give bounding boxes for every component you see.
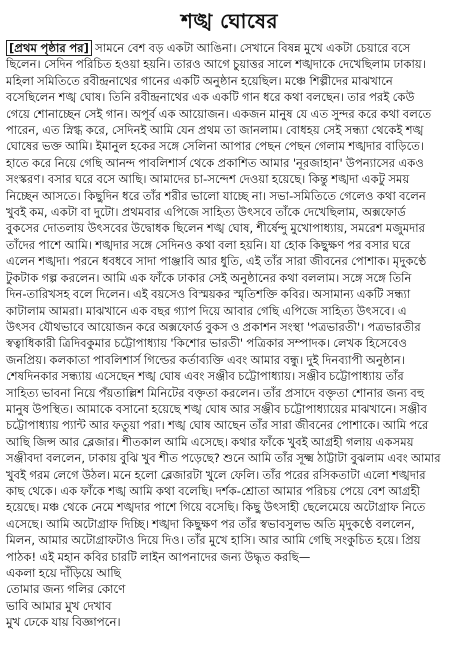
article-line: মহিলা সমিতিতে রবীন্দ্রনাথের গানের একটি অনুষ্ঠান হয়েছিল। মঞ্চে শিল্পীদের মাঝখানে: [6, 73, 393, 88]
poem-line: মুখ ঢেকে যায় বিজ্ঞাপনে।: [6, 615, 121, 630]
article-line: সঞ্জীবদা বললেন, ঢাকায় বুঝি খুব শীত পড়েছে? শুনে আমি তাঁর সূক্ষ্ম ঠাট্টাটা বুঝলাম এবং আমার: [6, 451, 441, 466]
article-line: পাঠক! এই মহান কবির চারটি লাইন আপনাদের জন্য উদ্ধৃত করছি—: [6, 549, 311, 564]
article-line: এসেছে। আমি অটোগ্রাফ দিচ্ছি। শঙ্খদা কিছুক্ষণ পর তাঁর স্বভাবসুলভ অতি মৃদুকণ্ঠে বললেন,: [6, 516, 415, 531]
article-line: সংস্করণ। বসার ঘরে বসে আছি। আমাদের চা-সন্দেশ দেওয়া হয়েছে। কিন্তু শঙ্খদা একটু সময়: [6, 172, 410, 187]
article-line-text: সামনে বেশ বড় একটা আঙিনা। সেখানে বিষন্ন মুখে একটা চেয়ারে বসে: [91, 41, 411, 55]
article-line: সাহিত্য ভাবনা নিয়ে পঁয়তাল্লিশ মিনিটের বক্তৃতা করলেন। তাঁর প্রসাদে বক্তৃতা শোনার জন্য বহু: [6, 385, 425, 400]
article-line: শেষদিনকার সন্ধ্যায় এসেছেন শঙ্খ ঘোষ এবং সঞ্জীব চট্টোপাধ্যায়। সঞ্জীব চট্টোপাধ্যায় তাঁর: [6, 369, 404, 384]
continued-from-front-page: [প্রথম পৃষ্ঠার পর]: [6, 40, 92, 56]
article-line: খুবই গরম লেগে উঠল। মনে হলো ব্লেজারটা খুলে ফেলি। তাঁর পরের রসিকতাটা এলো শঙ্খদার: [6, 467, 426, 482]
article-text: [6, 40, 453, 565]
article-line: বসেছিলেন শঙ্খ ঘোষ। তিনি রবীন্দ্রনাথের এক একটি গান ধরে কথা বলছেন। তার পরই কেউ: [6, 90, 415, 105]
article-title: শঙ্খ ঘোষের: [181, 9, 278, 33]
article-line: নিচ্ছেন আসতে। কিছুদিন ধরে তাঁর শরীর ভালো যাচ্ছে না। সভা-সমিতিতে গেলেও কথা বলেন: [6, 188, 426, 203]
article-body: [6, 40, 453, 631]
poem-line: একলা হয়ে দাঁড়িয়ে আছি: [6, 566, 121, 580]
article-line: গেয়ে শোনাচ্ছেন সেই গান। অপূর্ব এক আয়োজন। একজন মানুষ যে এত সুন্দর করে কথা বলতে: [6, 106, 432, 121]
article-line: তাঁদের পাশে আমি। শঙ্খদার সঙ্গে সেদিনও কথা বলা হয়নি। যা হোক কিছুক্ষণ পর বসার ঘরে: [6, 237, 411, 252]
article-line: এলেন শঙ্খদা। পরনে ধবধবে সাদা পাঞ্জাবি আর ধুতি, এই তাঁর সারা জীবনের পোশাক। মৃদুকণ্ঠে: [6, 254, 427, 269]
article-line: কাটালাম আমরা। মাঝখানে এক বছর গ্যাপ দিয়ে আবার গেছি এপিজে সাহিত্য উৎসবে। এ: [6, 303, 407, 318]
poem-line: ভাবি আমার মুখ দেখাব: [6, 598, 112, 613]
article-line: স্বত্বাধিকারী ত্রিদিবকুমার চট্টোপাধ্যায় 'কিশোর ভারতী' পত্রিকার সম্পাদক। লেখক হিসেবেও: [6, 336, 408, 351]
article-line: ছিলেন। সেদিন পরিচিত হওয়া হয়নি। তারও আগে চুয়াত্তর সালে শঙ্খদাকে দেখেছিলাম ঢাকায়।: [6, 57, 426, 72]
article-line: ঘোষের ভক্ত আমি। ইমানুল হকের সঙ্গে সেলিনা আপার পেছন পেছন গেলাম শঙ্খদার বাড়িতে।: [6, 139, 425, 154]
article-line: জনপ্রিয়। কলকাতা পাবলিশার্স গিল্ডের কর্তাব্যক্তি এবং আমার বন্ধু। দুই দিনব্যাপী অনুষ্ঠান।: [6, 352, 405, 367]
article-line: বুকসের দোতলায় উৎসবের উদ্বোধক ছিলেন শঙ্খ ঘোষ, শীর্ষেন্দু মুখোপাধ্যায়, সমরেশ মজুমদার: [6, 221, 426, 236]
article-line: [6, 40, 453, 56]
poem-line: তোমার জন্য গলির কোণে: [6, 582, 126, 597]
article-line: মিলন, আমার অটোগ্রাফটাও দিয়ে দিও। তাঁর মুখে হাসি। আর আমি গেছি সংকুচিত হয়ে। প্রিয়: [6, 533, 421, 548]
article-line: হাতে করে নিয়ে গেছি আনন্দ পাবলিশার্স থেকে প্রকাশিত আমার 'নূরজাহান' উপন্যাসের একও: [6, 155, 424, 170]
article-line: আছি জিন্স আর ব্লেজার। শীতকাল আমি এসেছে। কথার ফাঁকে খুবই আগ্রহী গলায় একসময়: [6, 434, 414, 449]
article-line: কাছ থেকে। এক ফাঁকে শঙ্খ আমি কথা বলেছি। দর্শক-শ্রোতা আমার পরিচয় পেয়ে বেশ আগ্রহী: [6, 483, 420, 498]
article-line: খুবই কম, একটা বা দুটো। প্রথমবার এপিজে সাহিত্য উৎসবে তাঁকে দেখেছিলাম, অক্সফোর্ড: [6, 205, 406, 220]
article-line: টুকটাক গল্প করলেন। আমি এক ফাঁকে ঢাকার সেই অনুষ্ঠানের কথা বললাম। সঙ্গে সঙ্গে তিনি: [6, 270, 412, 285]
article-line: উৎসব যৌথভাবে আয়োজন করে অক্সফোর্ড বুকস ও প্রকাশন সংস্থা 'পত্রভারতী'। পত্রভারতীর: [6, 319, 421, 334]
article-line: দিন-তারিখসহ বলে দিলেন। এই বয়সেও বিস্ময়কর স্মৃতিশক্তি কবির। অসামান্য একটি সন্ধ্যা: [6, 287, 411, 302]
quoted-poem: [6, 565, 453, 631]
article-line: হয়েছে। মঞ্চ থেকে নেমে শঙ্খদার পাশে গিয়ে বসেছি। কিছু উৎসাহী ছেলেমেয়ে অটোগ্রাফ নিতে: [6, 500, 426, 515]
article-line: পারেন, এত স্নিগ্ধ করে, সেদিনই আমি যেন প্রথম তা জানলাম। বোধহয় সেই সন্ধ্যা থেকেই শঙ্খ: [6, 123, 424, 138]
article-line: চট্টোপাধ্যায় প্যান্ট আর ফতুয়া পরা। শঙ্খ ঘোষ আছেন তাঁর সারা জীবনের পোশাকে। আমি পরে: [6, 418, 429, 433]
article-line: মানুষ উপস্থিত। আমাকে বসানো হয়েছে শঙ্খ ঘোষ আর সঞ্জীব চট্টোপাধ্যায়ের মাঝখানে। সঞ্জীব: [6, 401, 427, 416]
